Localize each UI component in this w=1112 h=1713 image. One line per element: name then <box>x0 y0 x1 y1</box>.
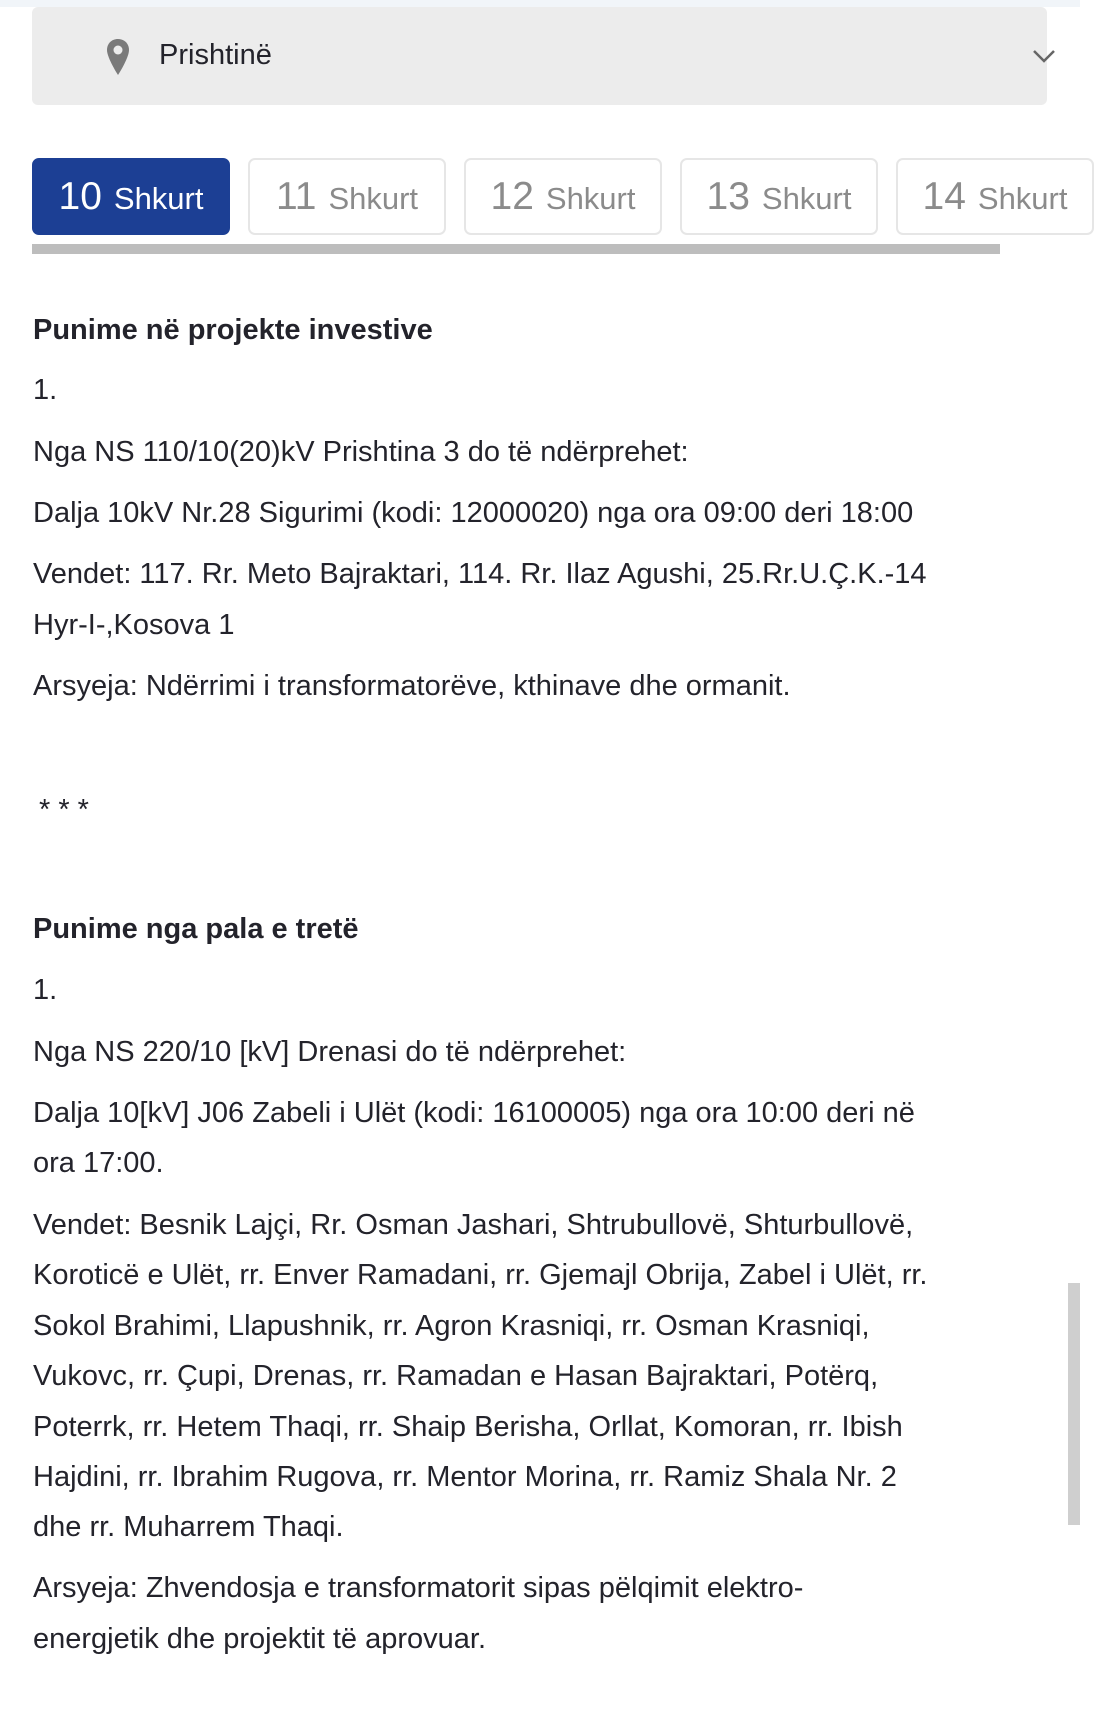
location-value: Prishtinë <box>159 39 272 71</box>
date-tabs <box>32 158 1068 236</box>
item-number: 1. <box>33 374 58 406</box>
tab-day: 12 <box>490 175 534 218</box>
map-pin-icon <box>104 37 132 77</box>
substation-text: Nga NS 110/10(20)kV Prishtina 3 do të ndërprehet: <box>33 436 689 468</box>
tab-month: Shkurt <box>761 181 852 216</box>
date-tab-13[interactable] <box>680 158 878 235</box>
tab-month: Shkurt <box>977 181 1068 216</box>
section-title: Punime në projekte investive <box>33 314 433 346</box>
feeder-text: Dalja 10kV Nr.28 Sigurimi (kodi: 12000020) nga ora 09:00 deri 18:00 <box>33 497 914 529</box>
places-text: Vendet: 117. Rr. Meto Bajraktari, 114. Rr. Ilaz Agushi, 25.Rr.U.Ç.K.-14 <box>33 558 927 590</box>
location-select[interactable] <box>32 7 1047 105</box>
reason-text: Arsyeja: Ndërrimi i transformatorëve, kthinave dhe ormanit. <box>33 670 791 702</box>
date-tab-11[interactable] <box>248 158 446 235</box>
reason-text: energjetik dhe projektit të aprovuar. <box>33 1623 486 1655</box>
date-tab-10[interactable] <box>32 158 230 235</box>
places-text: dhe rr. Muharrem Thaqi. <box>33 1511 344 1543</box>
tabs-scrollbar[interactable] <box>32 244 1000 254</box>
tab-month: Shkurt <box>545 181 636 216</box>
date-tab-14[interactable] <box>896 158 1094 235</box>
tab-month: Shkurt <box>113 181 204 216</box>
places-text: Vukovc, rr. Çupi, Drenas, rr. Ramadan e Hasan Bajraktari, Potërq, <box>33 1360 879 1392</box>
section-title: Punime nga pala e tretë <box>33 913 359 945</box>
substation-text: Nga NS 220/10 [kV] Drenasi do të ndërprehet: <box>33 1036 627 1068</box>
places-text: Sokol Brahimi, Llapushnik, rr. Agron Krasniqi, rr. Osman Krasniqi, <box>33 1310 870 1342</box>
tab-month: Shkurt <box>328 181 419 216</box>
tab-day: 11 <box>275 175 317 218</box>
feeder-text: ora 17:00. <box>33 1147 164 1179</box>
top-strip <box>0 0 1080 7</box>
chevron-down-icon <box>1030 47 1058 65</box>
places-text: Hajdini, rr. Ibrahim Rugova, rr. Mentor Morina, rr. Ramiz Shala Nr. 2 <box>33 1461 897 1493</box>
places-text: Vendet: Besnik Lajçi, Rr. Osman Jashari, Shtrubullovë, Shturbullovë, <box>33 1209 914 1241</box>
tab-day: 13 <box>706 175 750 218</box>
places-text: Hyr-I-,Kosova 1 <box>33 609 235 641</box>
date-tab-12[interactable] <box>464 158 662 235</box>
tab-day: 10 <box>58 175 102 218</box>
item-number: 1. <box>33 974 58 1006</box>
places-text: Koroticë e Ulët, rr. Enver Ramadani, rr. Gjemajl Obrija, Zabel i Ulët, rr. <box>33 1259 928 1291</box>
tab-day: 14 <box>922 175 966 218</box>
page-scrollbar[interactable] <box>1068 1283 1080 1525</box>
feeder-text: Dalja 10[kV] J06 Zabeli i Ulët (kodi: 16100005) nga ora 10:00 deri në <box>33 1097 915 1129</box>
reason-text: Arsyeja: Zhvendosja e transformatorit sipas pëlqimit elektro- <box>33 1572 804 1604</box>
places-text: Poterrk, rr. Hetem Thaqi, rr. Shaip Berisha, Orllat, Komoran, rr. Ibish <box>33 1411 903 1443</box>
separator: * * * <box>39 794 89 826</box>
